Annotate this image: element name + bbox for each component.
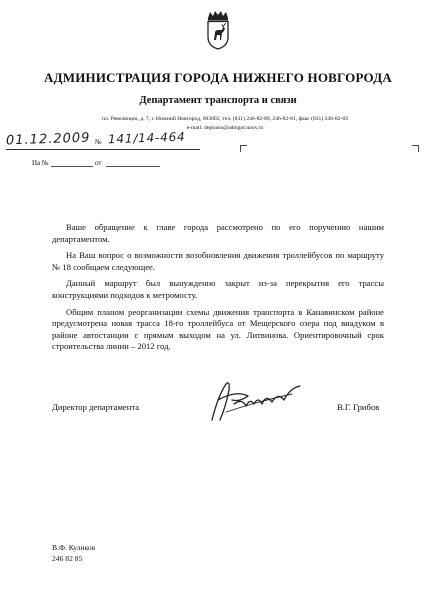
reference-date-label: от xyxy=(95,159,102,167)
registration-underline xyxy=(6,149,200,150)
handwritten-date: 01.12.2009 xyxy=(5,130,91,149)
email-line: e-mail: depirans@admgor.nnov.ru xyxy=(186,125,264,131)
letter-body xyxy=(52,222,384,358)
reference-number-line xyxy=(51,166,93,167)
body-paragraph: Общим планом реорганизации схемы движения транспорта в Канавинском районе предусмотрена новая трасса 18-го троллейбуса от Мещерского озера под виадуком в районе автостанции с прямым выходом на ул. Литвинова. Ориентировочный срок строительства линии – 2012 год. xyxy=(52,306,384,352)
department-name: Департамент транспорта и связи xyxy=(139,95,297,106)
reference-number-label: На № xyxy=(32,159,49,167)
executor-block xyxy=(52,542,95,564)
number-label: № xyxy=(95,138,102,146)
executor-name: В.Ф. Куликов xyxy=(52,543,96,552)
signer-position: Директор департамента xyxy=(52,402,140,412)
body-paragraph: На Ваш вопрос о возможности возобновления движения троллейбусов по маршруту № 18 сообщаем следующее. xyxy=(52,250,384,272)
signer-name: В.Г. Грибов xyxy=(337,402,380,412)
body-paragraph: Ваше обращение к главе города рассмотрено по его поручению нашим департаментом. xyxy=(52,222,384,244)
addressee-corner-left-icon xyxy=(240,145,247,152)
body-paragraph: Данный маршрут был вынужденно закрыт из-за перекрытия его трассы конструкциями подходов к метромосту. xyxy=(52,278,384,300)
organization-name: АДМИНИСТРАЦИЯ ГОРОДА НИЖНЕГО НОВГОРОДА xyxy=(44,70,392,85)
addressee-corner-right-icon xyxy=(412,145,419,152)
reference-date-line xyxy=(106,166,160,167)
handwritten-number: 141/14-464 xyxy=(107,129,186,147)
signature-icon xyxy=(196,376,316,426)
coat-of-arms-icon xyxy=(204,10,232,50)
executor-phone: 246 82 85 xyxy=(52,554,83,563)
address-block xyxy=(60,115,390,133)
address-line: пл. Революции, д. 7, г. Нижний Новгород, 603002, тел. (831) 246-82-80, 246-82-81, факс (831) 246-82-83 xyxy=(102,116,348,122)
